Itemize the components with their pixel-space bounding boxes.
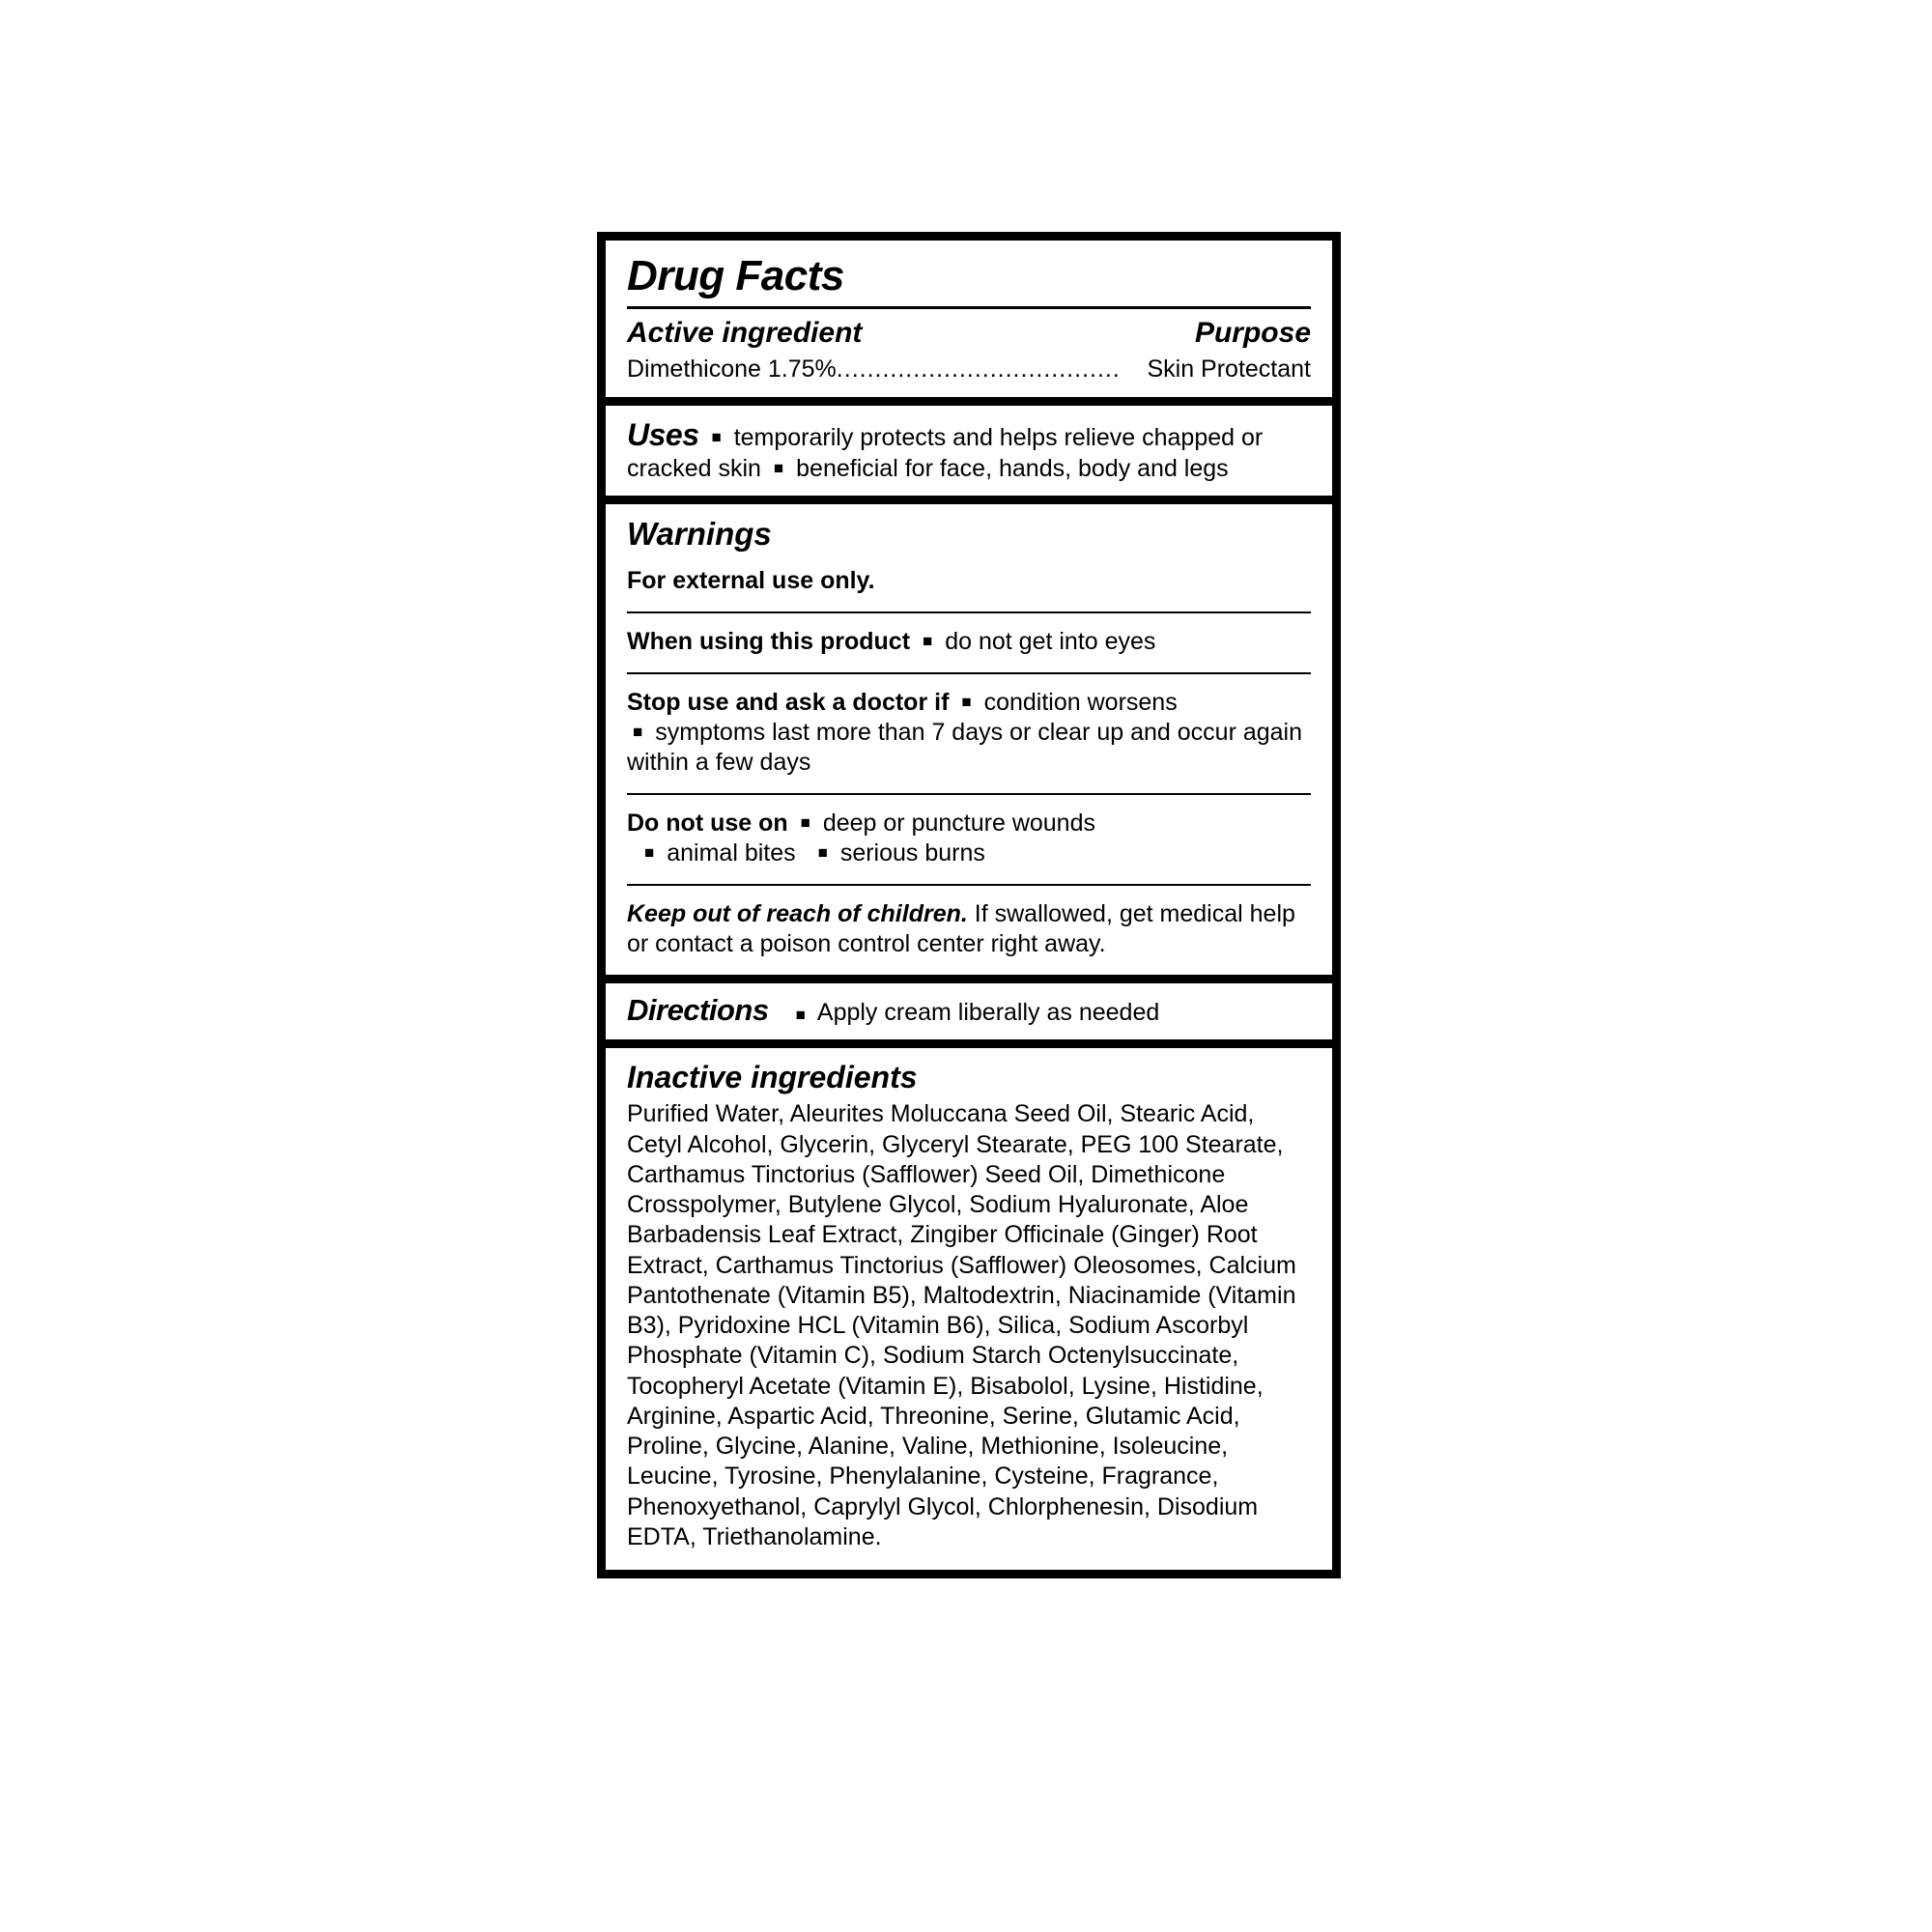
keep-out-rest: If swallowed, get medical help or contact a poison control center right away. [627, 900, 1295, 958]
uses-heading: Uses [627, 417, 699, 453]
leader-dots: ..................................... [836, 355, 1121, 384]
drug-facts-label [597, 232, 1341, 1578]
keep-out-lead: Keep out of reach of children. [627, 900, 968, 928]
do-not-use-lead: Do not use on [627, 810, 788, 838]
keep-out-of-reach [627, 890, 1311, 975]
purpose-heading: Purpose [1194, 317, 1311, 350]
title-section [606, 241, 1332, 397]
warning-external-use [627, 556, 1311, 606]
active-ingredient-purpose: Skin Protectant [1147, 355, 1311, 384]
warnings-section [606, 504, 1332, 975]
inactive-ingredients-heading: Inactive ingredients [627, 1060, 918, 1095]
active-ingredient-name: Dimethicone 1.75% [627, 355, 837, 384]
when-using-item: do not get into eyes [945, 628, 1156, 656]
warning-divider [627, 793, 1311, 795]
stop-use-item-1: condition worsens [983, 689, 1178, 717]
bullet-icon: ■ [922, 632, 933, 651]
inactive-ingredients-text: Purified Water, Aleurites Moluccana Seed Oil, Stearic Acid, Cetyl Alcohol, Glycerin, Glyceryl Stearate, PEG 100 Stearate, Carthamus Tinctorius (Safflower) Seed Oil, Dimethicone Crosspolymer, Butylene Glycol, Sodium Hyaluronate, Aloe Barbadensis Leaf Extract, Zingiber Officinale (Ginger) Root Extract, Carthamus Tinctorius (Safflower) Oleosomes, Calcium Pantothenate (Vitamin B5), Maltodextrin, Niacinamide (Vitamin B3), Pyridoxine HCL (Vitamin B6), Silica, Sodium Ascorbyl Phosphate (Vitamin C), Sodium Starch Octenylsuccinate, Tocopheryl Acetate (Vitamin E), Bisabolol, Lysine, Histidine, Arginine, Aspartic Acid, Threonine, Serine, Glutamic Acid, Proline, Glycine, Alanine, Valine, Methionine, Isoleucine, Leucine, Tyrosine, Phenylalanine, Cysteine, Fragrance, Phenoxyethanol, Caprylyl Glycol, Chlorphenesin, Disodium EDTA, Triethanolamine. [627, 1100, 1296, 1550]
warnings-heading: Warnings [627, 516, 772, 553]
when-using-lead: When using this product [627, 628, 911, 656]
do-not-use-item-3: serious burns [839, 839, 985, 867]
section-separator [606, 397, 1332, 406]
bullet-icon: ■ [961, 693, 972, 712]
section-separator [606, 1039, 1332, 1048]
active-ingredient-header [627, 313, 1311, 350]
page-title: Drug Facts [627, 252, 844, 299]
bullet-icon: ■ [773, 459, 784, 478]
uses-content [627, 406, 1311, 496]
bullet-icon: ■ [800, 813, 810, 833]
warning-divider [627, 672, 1311, 674]
bullet-icon: ■ [795, 1006, 806, 1025]
warning-divider [627, 611, 1311, 613]
title-divider [627, 306, 1311, 309]
do-not-use-item-2: animal bites [667, 839, 796, 867]
uses-item-2: beneficial for face, hands, body and legs [796, 455, 1229, 483]
stop-use-lead: Stop use and ask a doctor if [627, 689, 950, 717]
section-separator [606, 975, 1332, 983]
do-not-use-item-1: deep or puncture wounds [822, 810, 1095, 838]
warning-divider [627, 884, 1311, 886]
directions-content [627, 983, 1311, 1039]
stop-use-item-2: symptoms last more than 7 days or clear up and occur again within a few days [627, 719, 1303, 777]
inactive-ingredients-section [606, 1048, 1332, 1570]
active-ingredient-heading: Active ingredient [627, 317, 863, 350]
bullet-icon: ■ [817, 843, 828, 863]
directions-item: Apply cream liberally as needed [816, 999, 1160, 1027]
bullet-icon: ■ [711, 428, 722, 447]
section-separator [606, 496, 1332, 504]
bullet-icon: ■ [644, 843, 655, 863]
uses-section [606, 406, 1332, 496]
warning-stop-use [627, 678, 1311, 787]
external-use-text: For external use only. [627, 567, 875, 595]
bullet-icon: ■ [633, 723, 643, 742]
directions-heading: Directions [627, 993, 769, 1028]
directions-section [606, 983, 1332, 1039]
warning-when-using [627, 617, 1311, 667]
warning-do-not-use [627, 799, 1311, 878]
active-ingredient-row [627, 350, 1311, 397]
uses-item-1: temporarily protects and helps relieve chapped or cracked skin [627, 424, 1264, 483]
